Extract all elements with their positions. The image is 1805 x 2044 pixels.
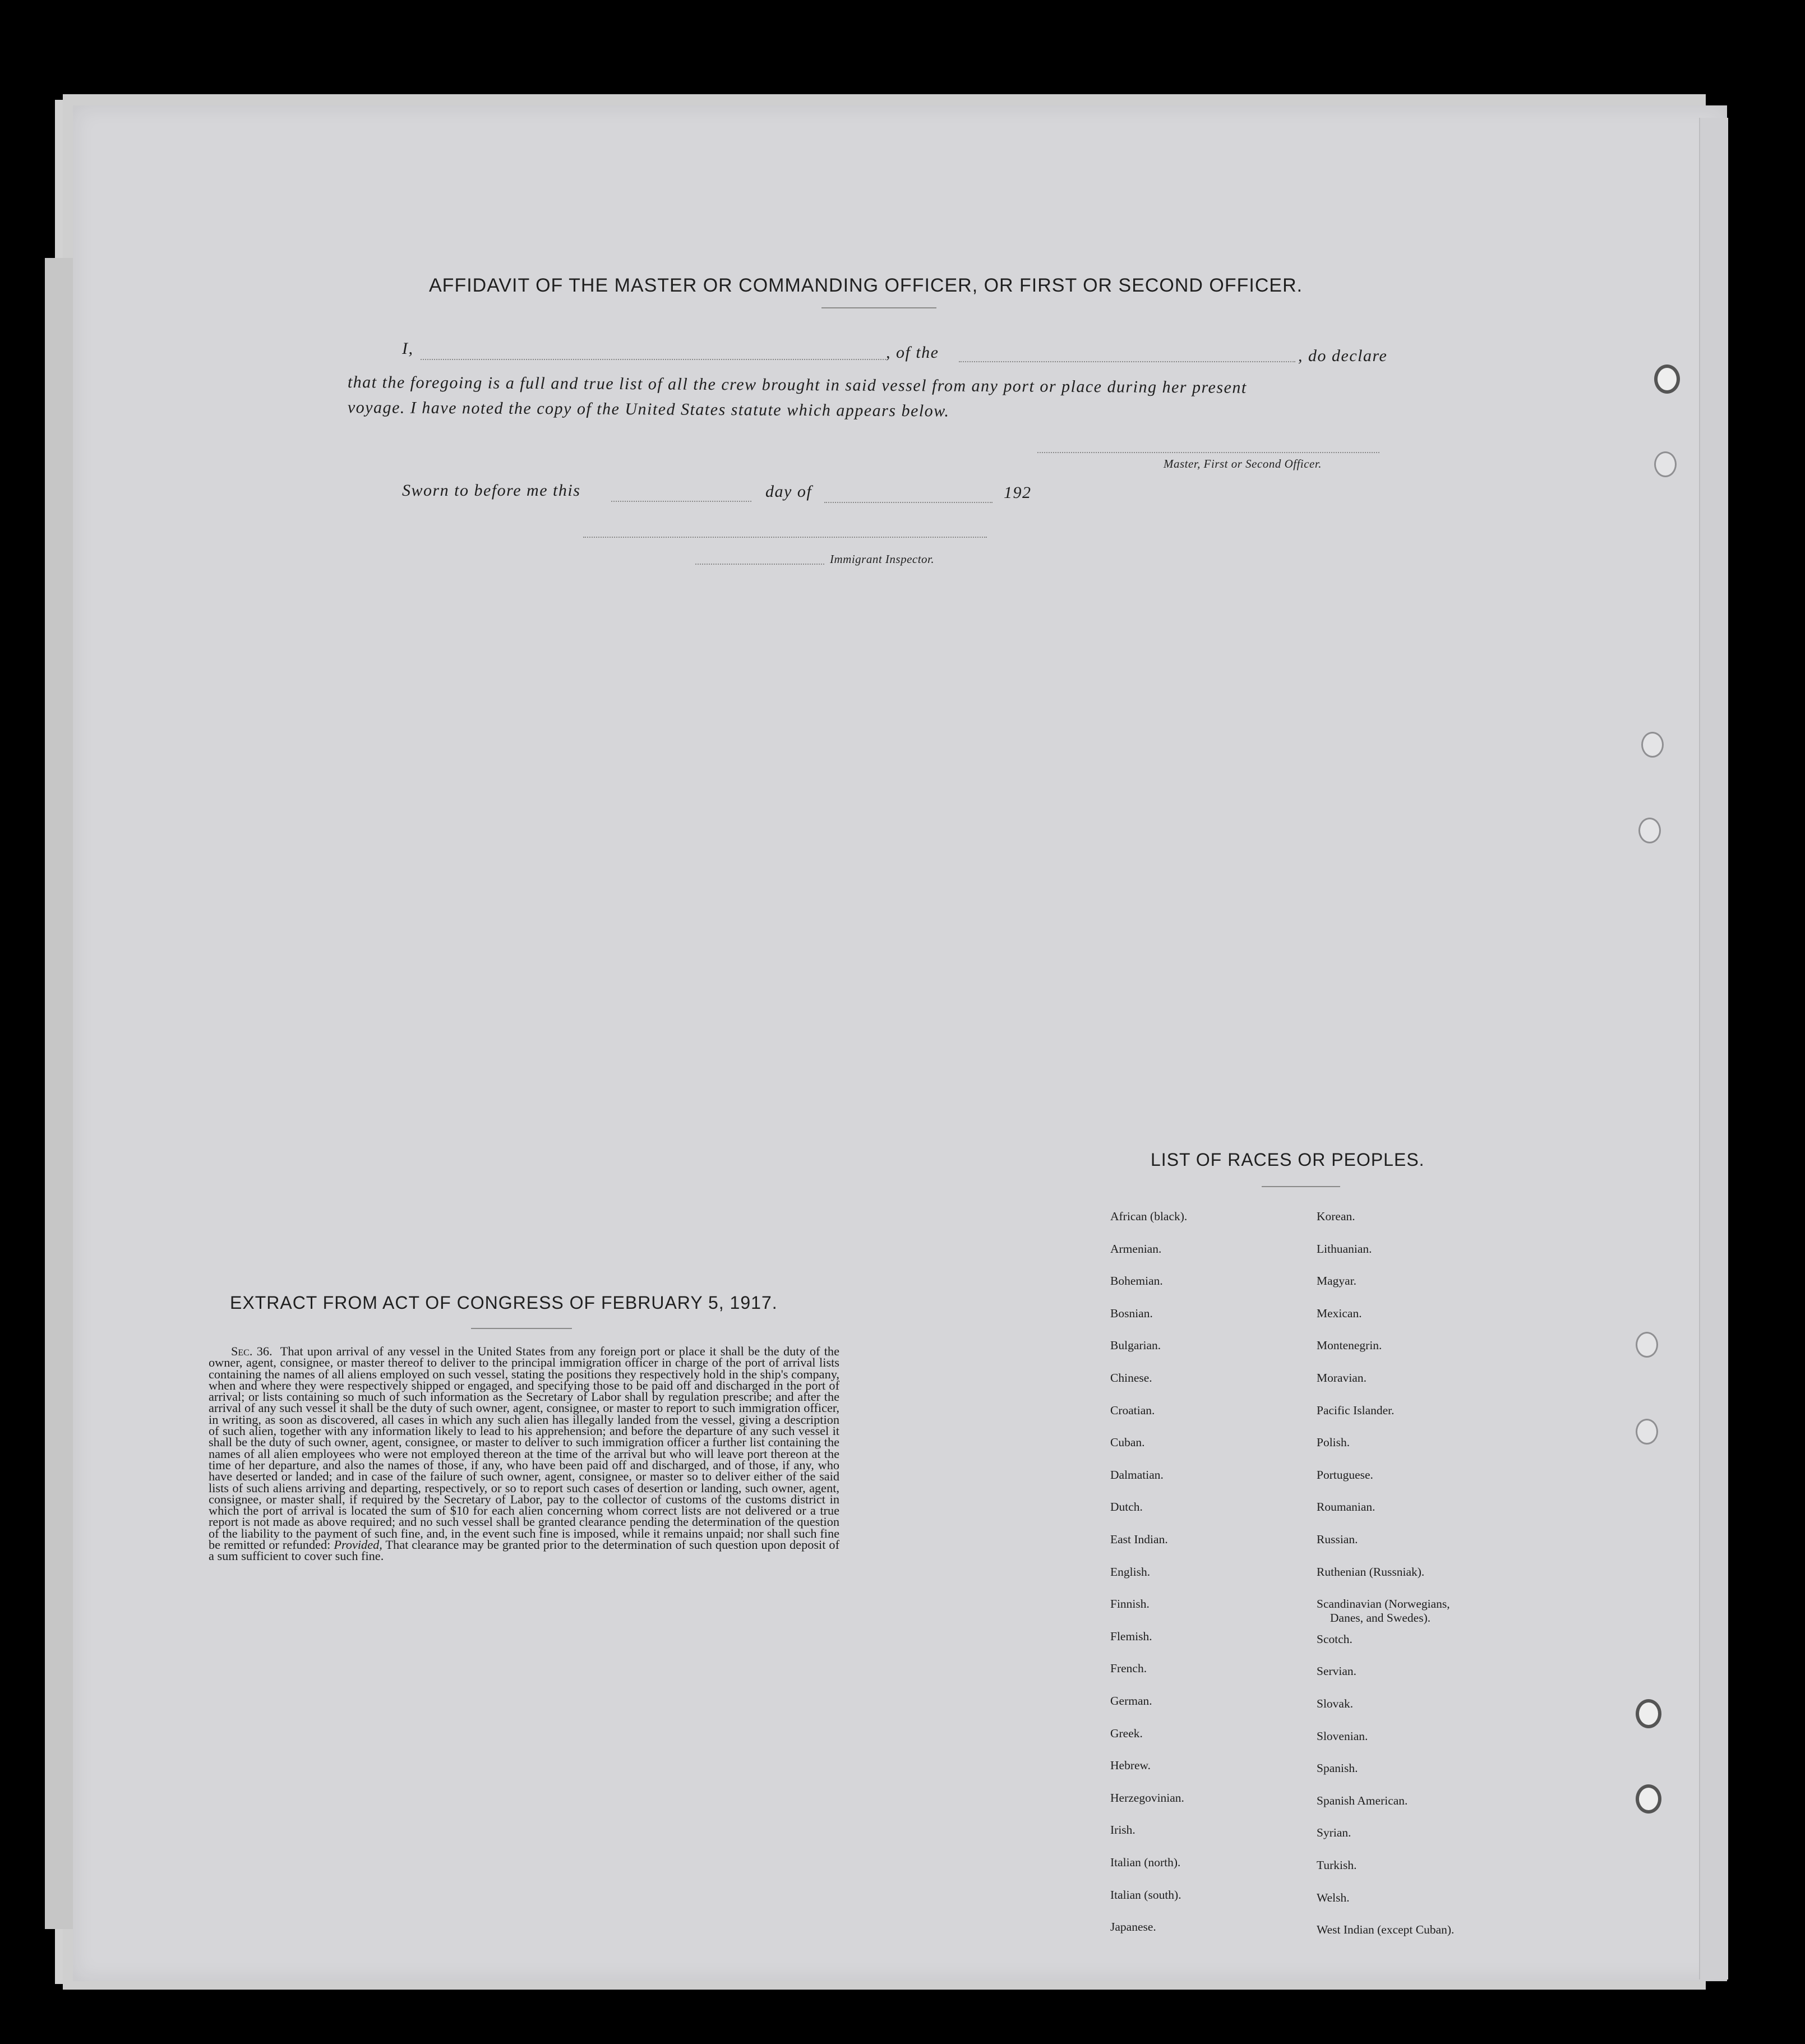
race-item: Roumanian. [1317,1500,1375,1514]
races-title: LIST OF RACES OR PEOPLES. [1151,1150,1425,1170]
race-item: Japanese. [1110,1920,1156,1934]
extract-title-rule [471,1328,572,1329]
races-title-rule [1262,1186,1340,1187]
vessel-blank[interactable] [959,361,1295,362]
binder-hole [1636,1699,1661,1728]
race-item: Greek. [1110,1726,1143,1740]
signature-blank[interactable] [1037,452,1379,453]
binder-hole [1636,1784,1661,1814]
race-item: Mexican. [1317,1306,1362,1320]
race-item: Bohemian. [1110,1274,1163,1288]
sworn-year: 192 [1004,483,1032,502]
binder-hole [1654,364,1680,394]
inspector-sign-blank[interactable] [583,537,987,538]
race-item: Turkish. [1317,1858,1357,1872]
binder-hole [1636,1419,1658,1445]
binder-hole [1641,732,1664,758]
binder-hole [1654,451,1677,477]
race-item: Italian (south). [1110,1888,1181,1902]
race-item: Dutch. [1110,1500,1143,1514]
inspector-name-blank[interactable] [695,564,824,565]
race-item: Spanish. [1317,1761,1358,1775]
race-item: Cuban. [1110,1436,1145,1450]
race-item: East Indian. [1110,1533,1168,1546]
race-item: Dalmatian. [1110,1468,1164,1482]
race-item: Magyar. [1317,1274,1357,1288]
race-item: Syrian. [1317,1826,1351,1840]
race-item: Italian (north). [1110,1856,1181,1869]
affidavit-declare: , do declare [1298,347,1388,365]
race-item: German. [1110,1694,1152,1708]
race-item: Polish. [1317,1436,1350,1450]
race-item: West Indian (except Cuban). [1317,1923,1455,1937]
provided-word: Provided, [334,1538,382,1552]
race-item: Herzegovinian. [1110,1791,1184,1805]
sworn-prefix: Sworn to before me this [402,481,581,500]
race-item: Montenegrin. [1317,1339,1382,1353]
statute-body: That upon arrival of any vessel in the United States from any foreign port or place it shall be the duty of the owner, agent, consignee, or master thereof to deliver to the principal immigration officer in charge of the port of arrival lists containing the names of all aliens employed on such vessel, stating the positions they respectively hold in the ship's company, when and where they were respectively shipped or engaged, and specifying those to be paid off and discharged in the port of arrival; or lists containing so much of such information as the Secretary of Labor shall by regulation prescribe; and after the arrival of any such vessel it shall be the duty of such owner, agent, consignee, or master to report to such immigration officer, in writing, as soon as discovered, all cases in which any such alien has illegally landed from the vessel, giving a description of such alien, together with any information likely to lead to his apprehension; and before the departure of any such vessel it shall be the duty of such owner, agent, consignee, or master to deliver to such immigration officer a further list containing the names of all alien employees who were not employed thereon at the time of the arrival but who will leave port thereon at the time of her departure, and also the names of those, if any, who have been paid off and discharged, and of those, if any, who have deserted or landed; and in case of the failure of such owner, agent, consignee, or master so to deliver either of the said lists of such aliens arriving and departing, respectively, or so to report such cases of desertion or landing, such owner, agent, consignee, or master shall, if required by the Secretary of Labor, pay to the collector of customs of the customs district in which the port of arrival is located the sum of $10 for each alien concerning whom correct lists are not delivered or a true report is not made as above required; and no such vessel shall be granted clearance pending the determination of the question of the liability to the payment of such fine, and, in the event such fine is imposed, while it remains unpaid; nor shall such fine be remitted or refunded: [209,1344,839,1552]
signature-caption: Master, First or Second Officer. [1164,457,1322,470]
race-item: Korean. [1317,1210,1355,1223]
name-blank[interactable] [421,359,886,360]
affidavit-statement-continued: voyage. I have noted the copy of the United States statute which appears below. [347,398,950,421]
race-item: English. [1110,1565,1151,1579]
race-item: Irish. [1110,1823,1135,1837]
affidavit-title: AFFIDAVIT OF THE MASTER OR COMMANDING OFFICER, OR FIRST OR SECOND OFFICER. [429,275,1303,296]
affidavit-title-rule [821,307,936,308]
inspector-caption: Immigrant Inspector. [830,552,935,566]
race-item: Scotch. [1317,1632,1352,1646]
affidavit-statement: that the foregoing is a full and true list of all the crew brought in said vessel from any port or place during her present [347,373,1247,397]
sworn-day-of: day of [765,482,813,501]
race-item: Danes, and Swedes). [1330,1611,1431,1625]
race-item: Servian. [1317,1664,1357,1678]
race-item: Spanish American. [1317,1793,1408,1807]
race-item: Hebrew. [1110,1759,1151,1773]
section-label: Sec. 36. [231,1344,273,1358]
race-item: Scandinavian (Norwegians, [1317,1597,1450,1611]
extract-title: EXTRACT FROM ACT OF CONGRESS OF FEBRUARY 5, 1917. [230,1293,778,1313]
race-item: Finnish. [1110,1597,1150,1611]
statute-proviso: That clearance may be granted prior to the determination of such question upon deposit of a sum sufficient to cover such fine. [209,1538,839,1563]
race-item: Armenian. [1110,1242,1162,1256]
race-item: Portuguese. [1317,1468,1373,1482]
affidavit-i: I, [402,339,414,358]
race-item: African (black). [1110,1210,1188,1223]
race-item: Pacific Islander. [1317,1403,1395,1417]
race-item: Slovenian. [1317,1729,1368,1743]
statute-text [209,1346,839,1562]
race-item: Slovak. [1317,1697,1354,1710]
sworn-day-blank[interactable] [611,501,751,502]
race-item: Moravian. [1317,1371,1367,1385]
sworn-month-blank[interactable] [824,502,992,503]
race-item: French. [1110,1662,1147,1676]
race-item: Flemish. [1110,1629,1152,1643]
race-item: Croatian. [1110,1403,1155,1417]
binder-hole [1638,818,1661,843]
race-item: Lithuanian. [1317,1242,1372,1256]
binder-hole [1636,1332,1658,1358]
race-item: Welsh. [1317,1890,1350,1904]
race-item: Bosnian. [1110,1306,1153,1320]
sheet-edge-right [1699,118,1728,1980]
race-item: Ruthenian (Russniak). [1317,1565,1425,1579]
race-item: Russian. [1317,1533,1358,1546]
race-item: Bulgarian. [1110,1339,1161,1353]
race-item: Chinese. [1110,1371,1152,1385]
affidavit-of-the: , of the [886,343,939,362]
